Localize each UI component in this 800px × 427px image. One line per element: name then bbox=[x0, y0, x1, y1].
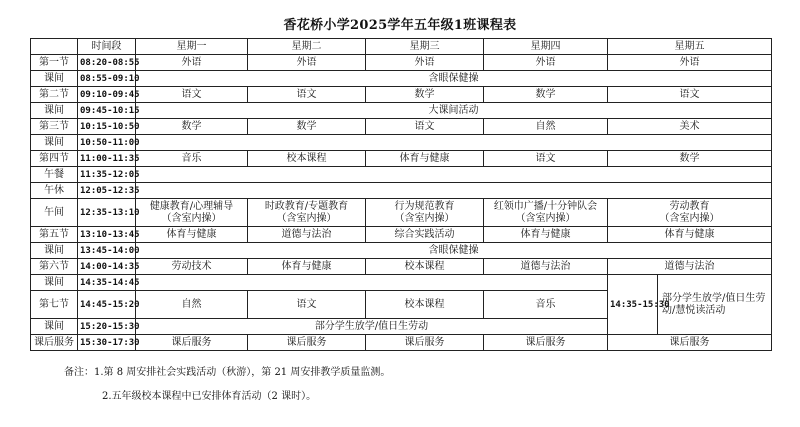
period-label: 课间 bbox=[31, 103, 78, 119]
class-cell bbox=[608, 199, 772, 227]
cell-line: （含室内操） bbox=[659, 212, 720, 224]
row-period-2 bbox=[31, 87, 772, 103]
period-label: 第六节 bbox=[31, 259, 78, 275]
row-break-3 bbox=[31, 135, 772, 151]
time-cell: 10:15-10:50 bbox=[78, 119, 136, 135]
row-break-1 bbox=[31, 71, 772, 87]
class-cell: 语文 bbox=[248, 87, 366, 103]
time-cell: 09:45-10:15 bbox=[78, 103, 136, 119]
break-activity bbox=[136, 135, 772, 151]
class-cell: 体育与健康 bbox=[366, 151, 484, 167]
period-label: 第二节 bbox=[31, 87, 78, 103]
period-label: 第七节 bbox=[31, 291, 78, 319]
note-line-2: 2.五年级校本课程中已安排体育活动（2 课时）。 bbox=[102, 391, 317, 402]
cell-line: （含室内操） bbox=[515, 212, 576, 224]
class-cell: 语文 bbox=[484, 151, 608, 167]
class-cell: 道德与法治 bbox=[484, 259, 608, 275]
period-label: 课间 bbox=[31, 135, 78, 151]
class-cell: 课后服务 bbox=[248, 335, 366, 351]
class-cell: 自然 bbox=[136, 291, 248, 319]
page-title: 香花桥小学2025学年五年级1班课程表 bbox=[283, 18, 517, 33]
time-cell: 15:20-15:30 bbox=[78, 319, 136, 335]
class-cell bbox=[136, 199, 248, 227]
break-activity: 部分学生放学/值日生劳动 bbox=[136, 319, 608, 335]
time-cell: 12:35-13:10 bbox=[78, 199, 136, 227]
period-label: 午间 bbox=[31, 199, 78, 227]
header-thursday: 星期四 bbox=[484, 39, 608, 55]
period-label: 第三节 bbox=[31, 119, 78, 135]
notes bbox=[64, 361, 390, 409]
break-activity: 含眼保健操 bbox=[136, 71, 772, 87]
class-cell: 校本课程 bbox=[248, 151, 366, 167]
class-cell: 体育与健康 bbox=[248, 259, 366, 275]
class-cell: 外语 bbox=[136, 55, 248, 71]
period-label: 第四节 bbox=[31, 151, 78, 167]
class-cell bbox=[484, 199, 608, 227]
header-tuesday: 星期二 bbox=[248, 39, 366, 55]
period-label: 课间 bbox=[31, 275, 78, 291]
class-cell: 语文 bbox=[248, 291, 366, 319]
row-lunch bbox=[31, 167, 772, 183]
cell-line: 行为规范教育 bbox=[394, 200, 455, 212]
period-label: 课间 bbox=[31, 319, 78, 335]
class-cell: 数学 bbox=[136, 119, 248, 135]
time-cell: 14:00-14:35 bbox=[78, 259, 136, 275]
timetable bbox=[30, 38, 772, 351]
class-cell: 数学 bbox=[484, 87, 608, 103]
break-activity bbox=[136, 167, 772, 183]
cell-line: 健康教育/心理辅导 bbox=[149, 200, 234, 212]
row-noon bbox=[31, 199, 772, 227]
row-rest bbox=[31, 183, 772, 199]
class-cell: 美术 bbox=[608, 119, 772, 135]
row-period-1 bbox=[31, 55, 772, 71]
class-cell: 道德与法治 bbox=[248, 227, 366, 243]
class-cell: 数学 bbox=[248, 119, 366, 135]
break-activity bbox=[136, 275, 608, 291]
class-cell: 外语 bbox=[248, 55, 366, 71]
cell-line: （含室内操） bbox=[276, 212, 337, 224]
header-wednesday: 星期三 bbox=[366, 39, 484, 55]
time-cell: 11:35-12:05 bbox=[78, 167, 136, 183]
row-after-school bbox=[31, 335, 772, 351]
class-cell: 语文 bbox=[608, 87, 772, 103]
friday-late-activity: 部分学生放学/值日生劳动/慧悦读活动 bbox=[658, 275, 772, 335]
header-row bbox=[31, 39, 772, 55]
break-activity bbox=[136, 183, 772, 199]
class-cell: 音乐 bbox=[484, 291, 608, 319]
row-period-3 bbox=[31, 119, 772, 135]
time-cell: 10:50-11:00 bbox=[78, 135, 136, 151]
time-cell: 15:30-17:30 bbox=[78, 335, 136, 351]
class-cell: 体育与健康 bbox=[136, 227, 248, 243]
class-cell: 道德与法治 bbox=[608, 259, 772, 275]
row-period-5 bbox=[31, 227, 772, 243]
header-period bbox=[31, 39, 78, 55]
class-cell: 综合实践活动 bbox=[366, 227, 484, 243]
cell-line: 红领巾广播/十分钟队会 bbox=[493, 200, 598, 212]
class-cell: 校本课程 bbox=[366, 291, 484, 319]
class-cell: 外语 bbox=[608, 55, 772, 71]
header-monday: 星期一 bbox=[136, 39, 248, 55]
time-cell: 13:10-13:45 bbox=[78, 227, 136, 243]
period-label: 课间 bbox=[31, 71, 78, 87]
cell-line: 劳动教育 bbox=[669, 200, 710, 212]
period-label: 午休 bbox=[31, 183, 78, 199]
period-label: 午餐 bbox=[31, 167, 78, 183]
class-cell: 课后服务 bbox=[484, 335, 608, 351]
class-cell: 外语 bbox=[366, 55, 484, 71]
break-activity: 大课间活动 bbox=[136, 103, 772, 119]
time-cell: 08:20-08:55 bbox=[78, 55, 136, 71]
break-activity: 含眼保健操 bbox=[136, 243, 772, 259]
row-period-4 bbox=[31, 151, 772, 167]
class-cell: 语文 bbox=[136, 87, 248, 103]
class-cell: 体育与健康 bbox=[608, 227, 772, 243]
header-time: 时间段 bbox=[78, 39, 136, 55]
class-cell: 校本课程 bbox=[366, 259, 484, 275]
time-cell: 08:55-09:10 bbox=[78, 71, 136, 87]
period-label: 第一节 bbox=[31, 55, 78, 71]
friday-late-time: 14:35-15:30 bbox=[608, 275, 658, 335]
cell-line: （含室内操） bbox=[161, 212, 222, 224]
row-break-6 bbox=[31, 275, 772, 291]
class-cell: 自然 bbox=[484, 119, 608, 135]
class-cell: 课后服务 bbox=[366, 335, 484, 351]
time-cell: 11:00-11:35 bbox=[78, 151, 136, 167]
row-break-5 bbox=[31, 243, 772, 259]
time-cell: 09:10-09:45 bbox=[78, 87, 136, 103]
class-cell: 数学 bbox=[608, 151, 772, 167]
class-cell bbox=[248, 199, 366, 227]
period-label: 课后服务 bbox=[31, 335, 78, 351]
class-cell bbox=[366, 199, 484, 227]
time-cell: 12:05-12:35 bbox=[78, 183, 136, 199]
period-label: 课间 bbox=[31, 243, 78, 259]
row-period-6 bbox=[31, 259, 772, 275]
time-cell: 13:45-14:00 bbox=[78, 243, 136, 259]
time-cell: 14:35-14:45 bbox=[78, 275, 136, 291]
class-cell: 语文 bbox=[366, 119, 484, 135]
period-label: 第五节 bbox=[31, 227, 78, 243]
class-cell: 劳动技术 bbox=[136, 259, 248, 275]
cell-line: （含室内操） bbox=[394, 212, 455, 224]
class-cell: 体育与健康 bbox=[484, 227, 608, 243]
time-cell: 14:45-15:20 bbox=[78, 291, 136, 319]
note-line-1: 备注：1.第 8 周安排社会实践活动（秋游），第 21 周安排教学质量监测。 bbox=[64, 367, 391, 378]
header-friday: 星期五 bbox=[608, 39, 772, 55]
class-cell: 外语 bbox=[484, 55, 608, 71]
class-cell: 音乐 bbox=[136, 151, 248, 167]
row-break-2 bbox=[31, 103, 772, 119]
class-cell: 课后服务 bbox=[608, 335, 772, 351]
class-cell: 课后服务 bbox=[136, 335, 248, 351]
class-cell: 数学 bbox=[366, 87, 484, 103]
cell-line: 时政教育/专题教育 bbox=[264, 200, 349, 212]
